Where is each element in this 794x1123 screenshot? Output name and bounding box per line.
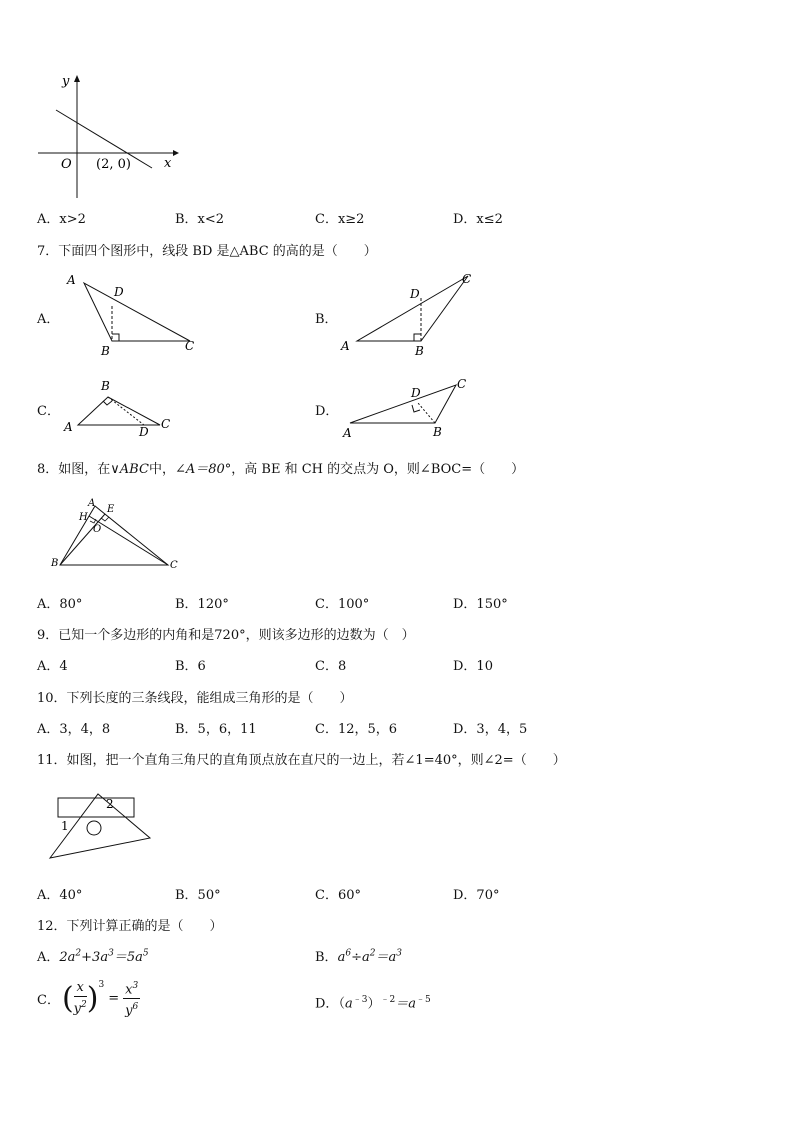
q7-stem: 7．下面四个图形中，线段 BD 是△ABC 的高的是（ ） (37, 244, 377, 259)
q12c-left-denominator: y (73, 1001, 82, 1017)
q12-option-c (37, 978, 140, 1020)
q12b-exp2: 2 (369, 948, 376, 959)
q12c-right-num-exp: 3 (132, 981, 139, 991)
q10-option-c: C．12，5，6 (315, 722, 398, 737)
q7-figure-c (60, 375, 190, 440)
q9-option-b: B．6 (175, 659, 206, 674)
q7-figure-a (60, 268, 210, 363)
q9-option-c: C．8 (315, 659, 347, 674)
q8-label-h: H (79, 512, 88, 523)
q12b-term1: a (337, 950, 346, 965)
q7a-label-b: B (101, 344, 110, 358)
q6-origin-label: O (61, 157, 72, 172)
q12b-prefix: B． (315, 950, 338, 965)
q9-stem: 9．已知一个多边形的内角和是720°，则该多边形的边数为（ ） (37, 628, 415, 643)
q12a-term1: 2a (59, 950, 76, 965)
q7b-label-c: C (462, 272, 472, 286)
q7-option-a: A． (37, 312, 60, 327)
q7b-label-d: D (410, 287, 420, 301)
q6-option-c: C．x≥2 (315, 212, 365, 227)
q12c-left-den-exp: 2 (81, 1000, 87, 1011)
q7c-label-a: A (64, 420, 73, 434)
q6-y-label: y (62, 74, 70, 89)
q6-x-label: x (164, 156, 172, 171)
q6-point-label: (2, 0) (96, 157, 131, 172)
q7d-label-a: A (343, 426, 352, 440)
q8-stem-suffix: ，高 BE 和 CH 的交点为 O，则∠BOC=（ ） (231, 462, 525, 477)
q10-stem: 10．下列长度的三条线段，能组成三角形的是（ ） (37, 691, 353, 706)
q12b-eq: ＝a (375, 950, 397, 965)
q10-option-b: B．5，6，11 (175, 722, 257, 737)
q12c-equals: = (108, 991, 120, 1007)
q12a-op2: ＝5a (113, 950, 143, 965)
q11-option-d: D．70° (453, 888, 500, 903)
q8-option-d: D．150° (453, 597, 508, 612)
q12a-prefix: A． (37, 950, 60, 965)
q12-option-a (37, 946, 149, 965)
q7b-label-a: A (341, 339, 350, 353)
q7d-label-b: B (433, 425, 442, 439)
q7b-label-b: B (415, 344, 424, 358)
q12d-prefix: D． (315, 996, 339, 1012)
q12c-right-den-exp: 6 (132, 1002, 139, 1013)
q7d-label-c: C (457, 377, 467, 391)
q8-label-e: E (107, 504, 115, 515)
q7c-label-d: D (139, 425, 149, 439)
q11-angle-1-label: 1 (61, 819, 69, 833)
q7-option-d: D． (315, 404, 339, 419)
q11-angle-2-label: 2 (106, 797, 114, 811)
q11-stem: 11．如图，把一个直角三角尺的直角顶点放在直尺的一边上，若∠1=40°，则∠2=（ ） (37, 753, 566, 768)
q12d-base: a (344, 996, 353, 1012)
q12d-inner-exp: ﹣3 (352, 995, 368, 1005)
q12b-exp1: 6 (345, 948, 352, 959)
q10-option-d: D．3，4，5 (453, 722, 528, 737)
q12a-exp2: 3 (108, 948, 114, 959)
q8-stem (37, 458, 524, 477)
q12a-exp3: 5 (142, 948, 149, 959)
q12a-op1: +3a (81, 950, 109, 965)
q12-stem: 12．下列计算正确的是（ ） (37, 919, 223, 934)
q12c-right-fraction (123, 978, 140, 1020)
q8-option-c: C．100° (315, 597, 370, 612)
q9-option-a: A．4 (37, 659, 68, 674)
q8-label-c: C (170, 560, 178, 571)
q8-option-b: B．120° (175, 597, 229, 612)
q6-option-b: B．x<2 (175, 212, 225, 227)
q7c-label-c: C (161, 417, 171, 431)
q11-ruler (58, 798, 134, 817)
q11-option-a: A．40° (37, 888, 83, 903)
q12d-open: （ (338, 996, 345, 1012)
q11-option-b: B．50° (175, 888, 221, 903)
q7c-label-b: B (101, 379, 110, 393)
q7-option-b: B． (315, 312, 338, 327)
q7a-label-d: D (114, 285, 124, 299)
q12c-right-paren: ) (86, 980, 99, 1016)
q11-figure (40, 790, 160, 865)
q12d-result: ＝a (395, 996, 416, 1012)
q8-label-a: A (88, 498, 96, 509)
q12-option-b (315, 946, 402, 965)
q8-option-a: A．80° (37, 597, 83, 612)
q12a-exp1: 2 (75, 948, 82, 959)
q8-label-b: B (51, 558, 59, 569)
q12d-close: ） (367, 996, 381, 1012)
q6-option-d: D．x≤2 (453, 212, 503, 227)
q12c-left-fraction (74, 980, 87, 1017)
q8-label-o: O (93, 524, 102, 535)
q12-option-d (315, 992, 431, 1011)
q8-stem-prefix: 8．如图，在 (37, 462, 111, 477)
q9-option-d: D．10 (453, 659, 493, 674)
q8-figure (50, 495, 190, 575)
q7a-label-a: A (67, 273, 76, 287)
q7-figure-b (335, 268, 485, 363)
q12c-left-paren: ( (61, 980, 74, 1016)
q8-stem-triangle: ∨ABC (110, 462, 149, 477)
q7-figure-d (340, 373, 480, 443)
q11-option-c: C．60° (315, 888, 361, 903)
q8-stem-angle: ∠A＝80° (174, 462, 232, 477)
q10-option-a: A．3，4，8 (37, 722, 111, 737)
q8-stem-mid: 中， (148, 462, 175, 477)
q12b-exp3: 3 (396, 948, 402, 959)
q12c-right-denominator: y (125, 1003, 133, 1019)
q12b-op: ÷a (351, 950, 370, 965)
q12c-right-numerator: x (125, 982, 133, 998)
q12c-outer-exp: 3 (98, 980, 105, 990)
q12d-result-exp: ﹣5 (415, 995, 431, 1005)
q6-graph (30, 70, 180, 200)
q12c-left-numerator: x (74, 980, 87, 997)
q6-option-a: A．x>2 (37, 212, 86, 227)
q12d-outer-exp: ﹣2 (380, 995, 396, 1005)
q7-option-c: C． (37, 404, 60, 419)
q12c-prefix: C． (37, 993, 60, 1009)
q7a-label-c: C (185, 339, 195, 353)
q7d-label-d: D (411, 386, 421, 400)
